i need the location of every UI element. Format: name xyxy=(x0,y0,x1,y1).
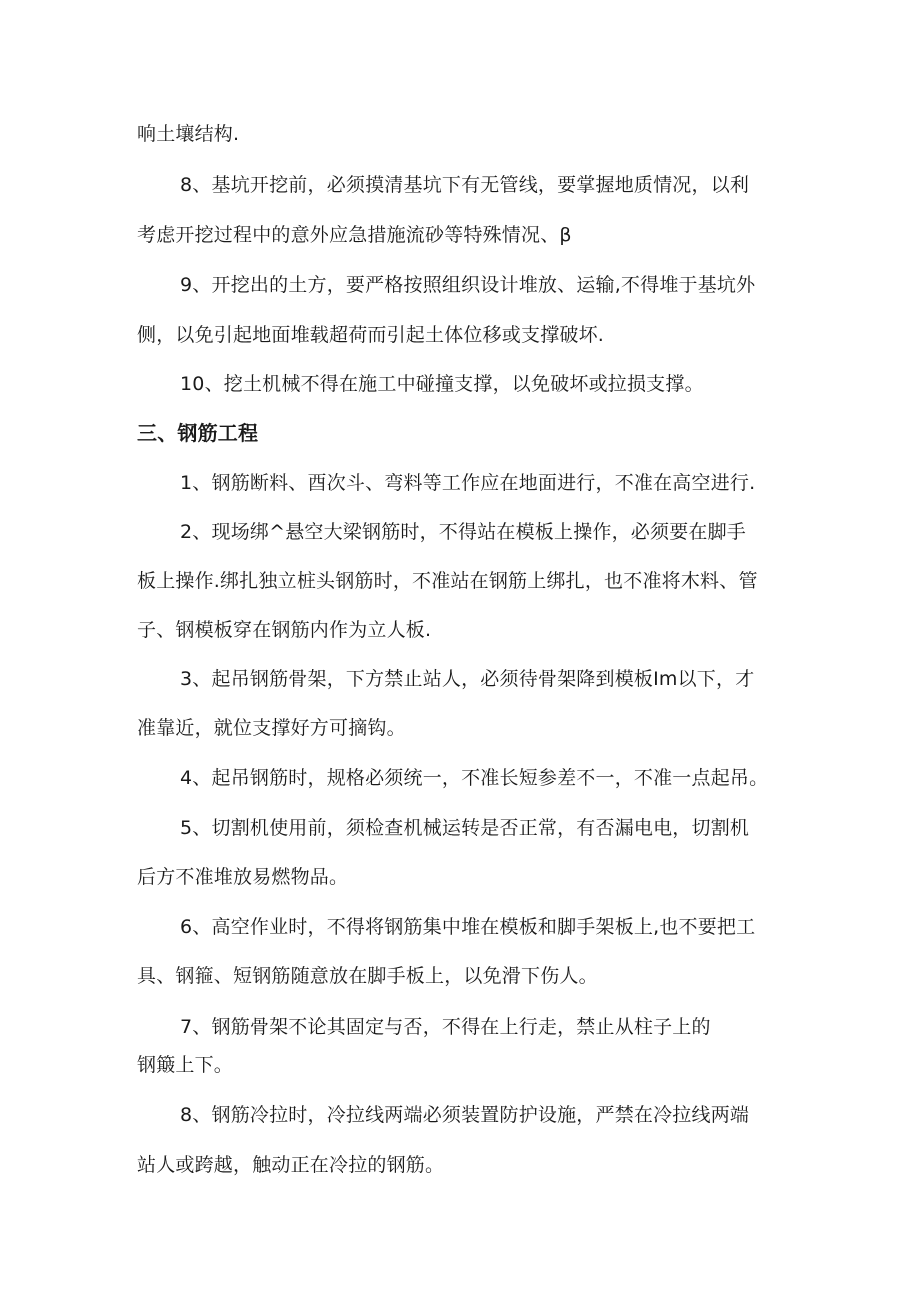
text-line: 准靠近，就位支撑好方可摘钩。 xyxy=(137,717,406,739)
text-line: 1、钢筋断料、酉次斗、弯料等工作应在地面进行，不准在高空进行. xyxy=(180,472,756,494)
text-line: 考虑开挖过程中的意外应急措施流砂等特殊情况、β xyxy=(137,224,572,246)
text-line: 侧，以免引起地面堆载超荷而引起土体位移或支撑破坏. xyxy=(137,324,605,346)
text-line: 钢簸上下。 xyxy=(137,1054,234,1076)
text-line: 7、钢筋骨架不论其固定与否，不得在上行走，禁止从柱子上的 xyxy=(180,1016,711,1038)
text-line: 板上操作.绑扎独立桩头钢筋时，不准站在钢筋上绑扎，也不准将木料、管 xyxy=(137,570,758,592)
text-line: 2、现场绑^悬空大梁钢筋时，不得站在模板上操作，必须要在脚手 xyxy=(180,521,747,543)
text-line: 3、起吊钢筋骨架，下方禁止站人，必须待骨架降到模板Im以下，才 xyxy=(180,668,755,690)
text-line: 10、挖土机械不得在施工中碰撞支撑，以免破坏或拉损支撑。 xyxy=(180,373,704,395)
text-line: 5、切割机使用前，须检查机械运转是否正常，有否漏电电，切割机 xyxy=(180,817,750,839)
text-line: 4、起吊钢筋时，规格必须统一，不准长短参差不一，不准一点起吊。 xyxy=(180,767,769,789)
text-line: 8、钢筋冷拉时，冷拉线两端必须装置防护设施，严禁在冷拉线两端 xyxy=(180,1104,750,1126)
text-line: 响土壤结构. xyxy=(137,123,240,145)
text-line: 站人或跨越，触动正在冷拉的钢筋。 xyxy=(137,1154,445,1176)
text-line: 8、基坑开挖前，必须摸清基坑下有无管线，要掌握地质情况，以利 xyxy=(180,174,750,196)
section-heading: 三、钢筋工程 xyxy=(137,421,259,445)
text-line: 6、高空作业时，不得将钢筋集中堆在模板和脚手架板上,也不要把工 xyxy=(180,916,756,938)
text-line: 具、钢箍、短钢筋随意放在脚手板上，以免滑下伤人。 xyxy=(137,965,598,987)
text-line: 后方不准堆放易燃物品。 xyxy=(137,866,349,888)
text-line: 子、钢模板穿在钢筋内作为立人板. xyxy=(137,619,432,641)
text-line: 9、开挖出的土方，要严格按照组织设计堆放、运输,不得堆于基坑外 xyxy=(180,274,756,296)
